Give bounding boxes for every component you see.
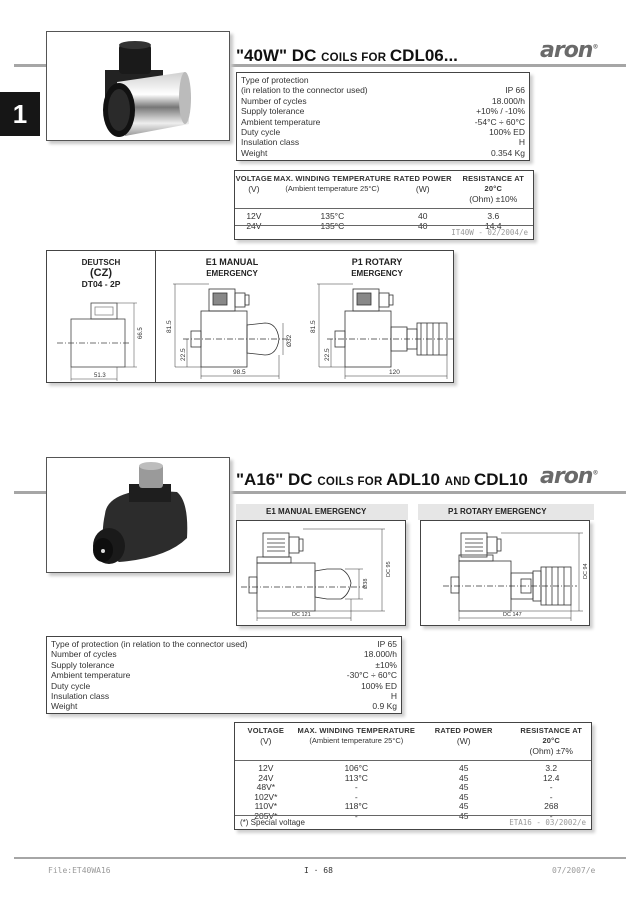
footer-date: 07/2007/e [552, 866, 596, 875]
coil-photo-40w [46, 31, 230, 141]
svg-text:Ø32: Ø32 [286, 334, 293, 347]
svg-text:DC 147: DC 147 [503, 612, 522, 618]
section2-e1-drawing [236, 520, 406, 626]
spec-row: Supply tolerance ±10% [51, 659, 397, 670]
p1-rotary-emergency-drawing: P1 ROTARY EMERGENCY [351, 257, 403, 278]
svg-text:22.5: 22.5 [180, 348, 187, 361]
svg-text:120: 120 [389, 369, 400, 376]
table-row: 110V* 118°C 45 268 [254, 801, 559, 811]
spec-row: Number of cycles 18.000/h [51, 649, 397, 660]
special-voltage-note: (*) Special voltage [240, 818, 305, 827]
spec-row: Duty cycle 100% ED [51, 680, 397, 691]
section2-title: "A16" DC COILS FOR ADL10 AND CDL10 [236, 470, 528, 489]
table-footer [235, 815, 591, 829]
svg-text:Ø38: Ø38 [363, 578, 369, 589]
tab-e1-manual-emergency: E1 MANUAL EMERGENCY [236, 504, 408, 520]
e1-manual-emergency-drawing: E1 MANUAL EMERGENCY [205, 257, 259, 278]
section2-electrical-table [234, 722, 592, 830]
footer-file: File:ET40WA16 [48, 866, 111, 875]
section1-spec-box [236, 72, 530, 161]
table-row: 205V* - 45 - [254, 810, 553, 821]
p1-drawing-svg [309, 281, 459, 381]
spec-row: Type of protection (in relation to the connector used) IP 65 [51, 639, 397, 649]
document-code: IT40W - 02/2004/e [451, 228, 528, 237]
spec-row: Insulation class H [241, 137, 525, 148]
document-code: ETA16 - 03/2002/e [509, 818, 586, 827]
chapter-tab: 1 [0, 92, 40, 136]
table-row: 12V 135°C 40 3.6 [246, 211, 500, 221]
table-footer [235, 225, 533, 239]
section1-electrical-table [234, 170, 534, 240]
spec-row: Ambient temperature -30°C ÷ 60°C [51, 670, 397, 681]
table-row: 12V 106°C 45 3.2 [258, 763, 558, 773]
svg-text:98.5: 98.5 [233, 369, 246, 376]
table-header: VOLTAGE (V) MAX. WINDING TEMPERATURE (Ambient temperature 25°C) RATED POWER (W) RESISTANCE AT 20°C (Ohm) ±7% [235, 723, 591, 761]
svg-text:81.5: 81.5 [166, 320, 173, 333]
spec-row: Ambient temperature -54°C ÷ 60°C [241, 116, 525, 127]
table-row: 102V* - 45 - [254, 791, 553, 802]
e1-drawing-svg [165, 281, 315, 381]
table-row: 24V 113°C 45 12.4 [258, 772, 560, 783]
divider [155, 251, 156, 382]
section1-drawings [46, 250, 454, 383]
spec-row: Number of cycles 18.000/h [241, 95, 525, 106]
connector-drawing: DEUTSCH (CZ) DT04 - 2P 51.3 66.5 [47, 257, 155, 290]
spec-row: Weight 0.354 Kg [241, 147, 525, 158]
section2-p1-drawing [420, 520, 590, 626]
tab-p1-rotary-emergency: P1 ROTARY EMERGENCY [418, 504, 594, 520]
svg-text:DC 95: DC 95 [386, 561, 392, 577]
coil-photo-a16 [46, 457, 230, 573]
svg-text:81.5: 81.5 [310, 320, 317, 333]
spec-row: Type of protection [241, 75, 309, 85]
aron-logo: aron® [540, 38, 598, 63]
spec-row: Weight 0.9 Kg [51, 701, 397, 712]
section1-title: "40W" DC COILS FOR CDL06... [236, 46, 458, 65]
table-header: VOLTAGE (V) MAX. WINDING TEMPERATURE (Ambient temperature 25°C) RATED POWER (W) RESISTANCE AT 20°C (Ohm) ±10% [235, 171, 533, 209]
spec-row: Insulation class H [51, 691, 397, 702]
svg-text:DC 94: DC 94 [583, 563, 589, 579]
svg-text:66.5: 66.5 [138, 327, 144, 339]
svg-text:51.3: 51.3 [94, 373, 106, 379]
svg-text:DC 121: DC 121 [292, 612, 311, 618]
spec-row: Supply tolerance +10% / -10% [241, 106, 525, 117]
spec-row: Duty cycle 100% ED [241, 127, 525, 138]
table-row: 24V 135°C 40 14.4 [246, 220, 502, 231]
aron-logo: aron® [540, 464, 598, 489]
spec-row: (in relation to the connector used) IP 66 [241, 85, 525, 96]
section2-spec-box [46, 636, 402, 714]
svg-text:22.5: 22.5 [324, 348, 331, 361]
footer-page-number: I · 68 [304, 866, 333, 875]
footer-rule [14, 857, 626, 859]
table-row: 48V* - 45 - [256, 782, 553, 792]
